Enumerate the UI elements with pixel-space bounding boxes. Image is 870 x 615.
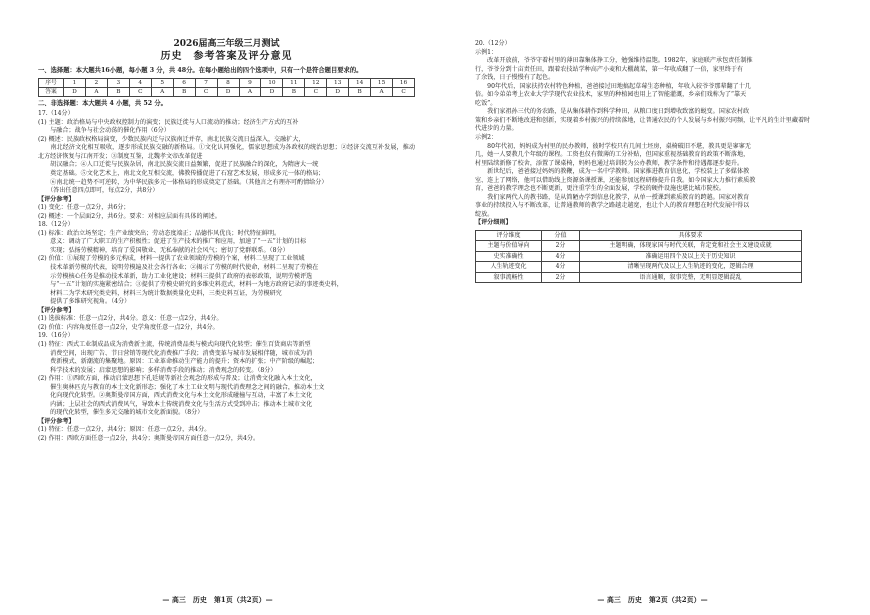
text-line: 意义：调动了广大职工的生产积极性；促进了生产技术的推广和应用，加速了“一五”计划的目标 bbox=[38, 238, 307, 246]
question-number: 13 bbox=[327, 78, 349, 87]
text-line: (2) 价值：内容角度任意一点2分，史学角度任意一点2分，共4分。 bbox=[38, 323, 219, 331]
rubric-header-cell: 评分维度 bbox=[476, 231, 542, 241]
question-number: 9 bbox=[239, 78, 261, 87]
exam-title: 2026届高三年级三月测试 bbox=[173, 39, 280, 49]
answer-letter: A bbox=[85, 87, 107, 96]
text-line: 几，她一人要教几个年级的课程。工资也仅有微薄的工分补贴，但国家重视基础教育的政策不断落地， bbox=[475, 151, 750, 159]
text-line: 行，爷爷分到十亩责任田，跟着农技站学种高产小麦和大棚蔬菜，第一年收成翻了一倍，家里终于有 bbox=[475, 65, 744, 73]
text-line: 内涵；上层社会的西式消费风气，导致本土传统消费文化与生活方式受到冲击；推动本土城市文化 bbox=[38, 400, 313, 408]
rubric-cell: 叙事流畅性 bbox=[476, 272, 542, 282]
page-2-footer: — 高三 历史 第2页（共2页）— bbox=[597, 595, 708, 604]
rubric-cell: 人生轨迹变化 bbox=[476, 262, 542, 272]
text-line: 代进步的力量。 bbox=[475, 125, 518, 133]
section-label: 【评分细则】 bbox=[475, 219, 512, 227]
section-2-heading: 二、非选择题：本大题共 4 小题，共 52 分。 bbox=[38, 99, 167, 107]
text-line: （答出任意四点即可，每点2分，共8分） bbox=[38, 187, 159, 195]
answer-letter: C bbox=[195, 87, 217, 96]
section-label: 【评分参考】 bbox=[38, 417, 75, 425]
answer-letter: D bbox=[217, 87, 239, 96]
section-label: 【评分参考】 bbox=[38, 306, 75, 314]
text-line: 绽放。 bbox=[475, 210, 494, 218]
text-line: (2) 作用：西欧方面任意一点2分，共4分；奥斯曼帝国方面任意一点2分，共4分。 bbox=[38, 434, 260, 442]
answer-letter: D bbox=[64, 87, 86, 96]
text-line: (1) 特征：任意一点2分，共4分；原因：任意一点2分，共4分。 bbox=[38, 426, 211, 434]
question-number: 4 bbox=[129, 78, 151, 87]
question-number: 8 bbox=[217, 78, 239, 87]
question-number: 1 bbox=[64, 78, 86, 87]
text-line: 17.（14分） bbox=[38, 110, 74, 118]
answer-table-label: 序号 bbox=[39, 78, 64, 87]
answer-letter: C bbox=[129, 87, 151, 96]
text-line: 策和乡亲们不断地改进和创新，实现着乡村振兴的持续落地，让普通农民的个人发展与乡村振兴同频，让平凡的生计里藏着时 bbox=[475, 116, 811, 124]
text-line: 吃饭”。 bbox=[475, 99, 497, 107]
page-2 bbox=[435, 0, 870, 615]
answer-letter: D bbox=[327, 87, 349, 96]
text-line: (1) 主题：政治格局与中央政权控制力的演变；民族迁徙与人口流动的推动；经济生产方式的互补 bbox=[38, 118, 299, 126]
question-number: 15 bbox=[371, 78, 393, 87]
rubric-cell: 主题与价值导向 bbox=[476, 241, 542, 251]
answer-letter: A bbox=[151, 87, 173, 96]
text-line: 80年代初，妈妈成为村里的民办教师，彼时学校只有几间土坯房，桌椅破旧不堪，教具更是寥寥无 bbox=[475, 142, 751, 150]
section-1-heading: 一、选择题：本大题共16小题，每小题 3 分，共 48分。在每小题给出的四个选项中，只有一个是符合题目要求的。 bbox=[38, 67, 363, 74]
text-line: 新世纪后，爸爸接过妈妈的教鞭，成为一名中学教师。国家推进教育信息化，学校装上了多媒体教 bbox=[475, 168, 750, 176]
text-line: (1) 标准：政治立场坚定；生产业绩突出；劳动态度端正；品德作风优良；时代特征鲜明。 bbox=[38, 229, 281, 237]
text-line: 费新模式、新潮流的集聚地。原因：工业革命推动生产能力的提升；资本的扩张；中产阶级的崛起； bbox=[38, 358, 319, 366]
text-line: (1) 选拔标准：任意一点2分，共4分。意义：任意一点2分，共4分。 bbox=[38, 315, 223, 323]
rubric-row bbox=[476, 241, 802, 251]
question-number: 7 bbox=[195, 78, 217, 87]
answer-letter: C bbox=[305, 87, 327, 96]
rubric-cell: 主题明确，体现家国与时代关联，肯定党和社会主义建设成就 bbox=[580, 241, 802, 251]
answer-letter: A bbox=[239, 87, 261, 96]
answer-letter: B bbox=[283, 87, 305, 96]
rubric-cell: 史实准确性 bbox=[476, 251, 542, 261]
rubric-cell: 4分 bbox=[542, 251, 580, 261]
text-line: (1) 特征：西式工业制成品成为消费新主流，传统消费品类与模式向现代化转型；催生百货商店等新型 bbox=[38, 340, 311, 348]
text-line: ⑥南北统一趋势不可逆转，为中华民族多元一体格局的形成奠定了基础。（其他言之有理亦可酌情给分） bbox=[38, 178, 328, 186]
text-line: 示劳模核心任务是推动技术革新，助力工业化建设；材料三提供了政府的表彰政策，说明劳模评选 bbox=[38, 272, 313, 280]
text-line: 改革开放前，爷爷守着村里的薄田靠集体挣工分，勉强维持温饱。1982年，家庭联产承包责任制推 bbox=[475, 57, 753, 65]
answer-table-answer-row bbox=[39, 87, 415, 96]
text-line: 室、连上了网络，他可以借助线上资源备课授课，还能参加远程研修提升自我。如今国家大力推行素质教 bbox=[475, 176, 756, 184]
question-number: 10 bbox=[261, 78, 283, 87]
text-line: 我们家两代人的教书路，是从简陋办学到信息化教学，从单一授课到素质教育的跨越。国家对教育 bbox=[475, 193, 750, 201]
text-line: 示例2： bbox=[475, 134, 498, 142]
text-line: 19.（16分） bbox=[38, 332, 74, 340]
answer-table-label: 答案 bbox=[39, 87, 64, 96]
text-line: 科学技术的发展；启蒙思想的影响；多样消费手段的推动；消费观念的转变。（8分） bbox=[38, 366, 277, 374]
text-line: 18.（12分） bbox=[38, 221, 74, 229]
rubric-row bbox=[476, 262, 802, 272]
text-line: 90年代后，国家扶持农村特色种植，爸爸接过田地搞起草莓生态种植，年收入较爷爷那辈翻了十几 bbox=[475, 82, 751, 90]
text-line: 技术革新劳模的代表，说明劳模遍及社会各行各业；②揭示了劳模的时代使命，材料二呈现了劳模在 bbox=[38, 264, 319, 272]
text-line: 与“一五”计划的实施紧密结合；③提供了劳模史研究的多维史料范式，材料一为地方政府记录的事迹类史料， bbox=[38, 281, 343, 289]
text-line: 材料二为学术研究类史料，材料三为统计数据类量化史料，三类史料互证，为劳模研究 bbox=[38, 289, 282, 297]
text-line: 奠定基础。⑤文化艺术上，南北文化互相交流，佛教传播促进了石窟艺术发展，形成多元一体的格局； bbox=[38, 170, 325, 178]
exam-subtitle: 历史 参考答案及评分意见 bbox=[160, 51, 293, 62]
rubric-header-cell: 具体要求 bbox=[580, 231, 802, 241]
rubric-cell: 语言通顺，叙事完整，无明显逻辑混乱 bbox=[580, 272, 802, 282]
text-line: 我们家祖孙三代的务农路，是从集体耕作到科学种田，从粮口度日到增收致富的蜕变。国家农村政 bbox=[475, 108, 750, 116]
question-number: 16 bbox=[393, 78, 415, 87]
text-line: (2) 作用：①西欧方面，推动启蒙思想下孔廷规等新社会观念的形成与普及；让消费文化融入本土文化， bbox=[38, 375, 317, 383]
text-line: 育，爸爸的教学理念也不断更新，更注重学生的全面发展，学校的硬件设施也堪比城市院校。 bbox=[475, 185, 725, 193]
text-line: 的现代化转型，催生多元交融的城市文化新面貌。（8分） bbox=[38, 409, 204, 417]
rubric-cell: 2分 bbox=[542, 241, 580, 251]
text-line: 20.（12分） bbox=[475, 40, 511, 47]
page-1-footer: — 高三 历史 第1页（共2页）— bbox=[162, 595, 273, 604]
answer-letter: B bbox=[173, 87, 195, 96]
text-line: 事业的持续投入与不断改革，让普通教师的教学之路越走越宽，也让个人的教育理想在时代发展中得以 bbox=[475, 202, 750, 210]
rubric-header-row bbox=[476, 231, 802, 241]
text-line: 提供了多维研究视角。（4分） bbox=[38, 298, 131, 306]
text-line: 与融合；战争与社会动荡的催化作用（6分） bbox=[38, 127, 170, 135]
section-label: 【评分参考】 bbox=[38, 195, 75, 203]
rubric-cell: 2分 bbox=[542, 272, 580, 282]
text-line: 倍。如今弟弟考上农业大学学现代农业技术，家里的种植园也用上了智能灌溉，乡亲们戏称为了“靠天 bbox=[475, 91, 747, 99]
text-line: 实现；弘扬劳模精神，培育了爱国敬业、无私奉献的社会风气；密切了党群联系。（8分） bbox=[38, 246, 289, 254]
question-number: 14 bbox=[349, 78, 371, 87]
answer-letter: B bbox=[107, 87, 129, 96]
rubric-cell: 清晰呈现两代及以上人生轨迹的变化，逻辑合理 bbox=[580, 262, 802, 272]
answer-table-header-row bbox=[39, 78, 415, 87]
text-line: (1) 变化：任意一点2分，共6分； bbox=[38, 204, 130, 212]
rubric-row bbox=[476, 251, 802, 261]
answer-letter: D bbox=[261, 87, 283, 96]
text-line: (2) 概述：一个层面2分，共6分。要求：对相应层面有具体的阐述。 bbox=[38, 212, 221, 220]
text-line: 催生奥林匹克与教育的本土文化新形态；强化了本土工业文明与现代消费理念之间的融合，推动本土文 bbox=[38, 383, 325, 391]
text-line: (2) 概述：民族政权格局演变，少数民族内迁与汉族南迁并存，南北民族交流日益深入，交融扩大， bbox=[38, 135, 305, 143]
rubric-cell: 准确运用四个及以上关于历史知识 bbox=[580, 251, 802, 261]
text-line: 示例1： bbox=[475, 48, 498, 56]
question-number: 6 bbox=[173, 78, 195, 87]
text-line: 消费空间，出现广告、节日营销等现代化消费推广手段；消费变革与城市发展相伴随，城市成为消 bbox=[38, 349, 313, 357]
rubric-header-cell: 分值 bbox=[542, 231, 580, 241]
question-number: 3 bbox=[107, 78, 129, 87]
text-line: 化向现代化转型。②奥斯曼帝国方面，西式消费文化与本土文化形成碰撞与互动，丰富了本土文化 bbox=[38, 392, 313, 400]
question-number: 2 bbox=[85, 78, 107, 87]
text-line: 了余钱，日子慢慢有了起色。 bbox=[475, 74, 555, 82]
text-line: (2) 价值：①展现了劳模的多元构成，材料一提供了农业领域的劳模的个案，材料二呈现了工业领域 bbox=[38, 255, 305, 263]
answer-table bbox=[38, 78, 415, 97]
rubric-row bbox=[476, 272, 802, 282]
scoring-rubric-table bbox=[475, 230, 802, 283]
answer-letter: A bbox=[371, 87, 393, 96]
text-line: 南北经济文化相互吸收，逐步形成民族交融的新格局。①文化认同强化，儒家思想成为各政权的统治思想；②经济交流互补发展，推动北方经济恢复与江南开发；③制度互鉴，北魏孝文帝改革促进 bbox=[38, 144, 415, 160]
text-line: 胡汉融合；④人口迁徙与民族杂居，南北民族交流日益频繁，促进了民族融合的深化，为隋唐大一统 bbox=[38, 161, 319, 169]
answer-letter: B bbox=[349, 87, 371, 96]
text-line: 村里陆续新修了校舍，添置了课桌椅，妈妈也通过培训转为公办教师，教学条件和待遇都逐步提升。 bbox=[475, 159, 744, 167]
rubric-cell: 4分 bbox=[542, 262, 580, 272]
question-number: 5 bbox=[151, 78, 173, 87]
question-number: 11 bbox=[283, 78, 305, 87]
answer-letter: C bbox=[393, 87, 415, 96]
page-2-body bbox=[475, 40, 830, 228]
page-1-body bbox=[38, 110, 415, 443]
question-number: 12 bbox=[305, 78, 327, 87]
